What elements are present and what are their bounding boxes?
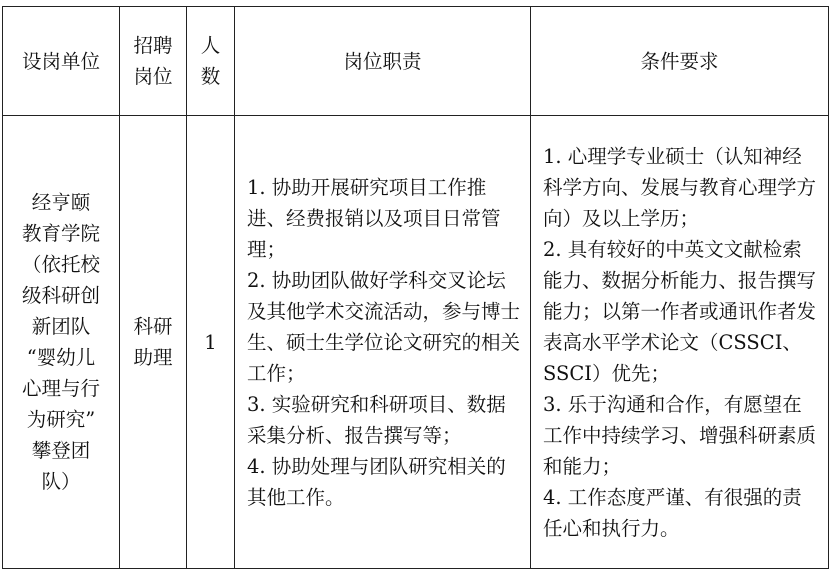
duty-item: 4. 协助处理与团队研究相关的其他工作。 (247, 454, 506, 509)
requirements-list (531, 141, 828, 544)
requirement-item: 3. 乐于沟通和合作，有愿望在工作中持续学习、增强科研素质和能力； (543, 392, 817, 478)
requirement-item: 4. 工作态度严谨、有很强的责任心和执行力。 (543, 485, 802, 540)
requirement-item: 1. 心理学专业硕士（认知神经科学方向、发展与教育心理学方向）及以上学历； (543, 144, 817, 230)
header-requirements: 条件要求 (531, 7, 829, 116)
duties-list (235, 172, 530, 513)
cell-position: 科研 助理 (120, 116, 187, 569)
cell-requirements (531, 116, 829, 569)
header-position: 招聘 岗位 (120, 7, 187, 116)
table-row (3, 116, 829, 569)
header-row (3, 7, 829, 116)
cell-duties (235, 116, 531, 569)
header-unit: 设岗单位 (3, 7, 120, 116)
duty-item: 2. 协助团队做好学科交叉论坛及其他学术交流活动，参与博士生、硕士生学位论文研究的相关工作； (247, 268, 521, 385)
cell-count: 1 (187, 116, 235, 569)
header-duties: 岗位职责 (235, 7, 531, 116)
duty-item: 3. 实验研究和科研项目、数据采集分析、报告撰写等； (247, 392, 506, 447)
header-count: 人 数 (187, 7, 235, 116)
recruitment-table (2, 6, 829, 569)
cell-unit: 经亨颐 教育学院 （依托校 级科研创 新团队 “婴幼儿 心理与行 为研究” 攀登团 队） (3, 116, 120, 569)
duty-item: 1. 协助开展研究项目工作推进、经费报销以及项目日常管理； (247, 175, 501, 261)
requirement-item: 2. 具有较好的中英文文献检索能力、数据分析能力、报告撰写能力；以第一作者或通讯作者发表高水平学术论文（CSSCI、SSCI）优先； (543, 237, 817, 385)
